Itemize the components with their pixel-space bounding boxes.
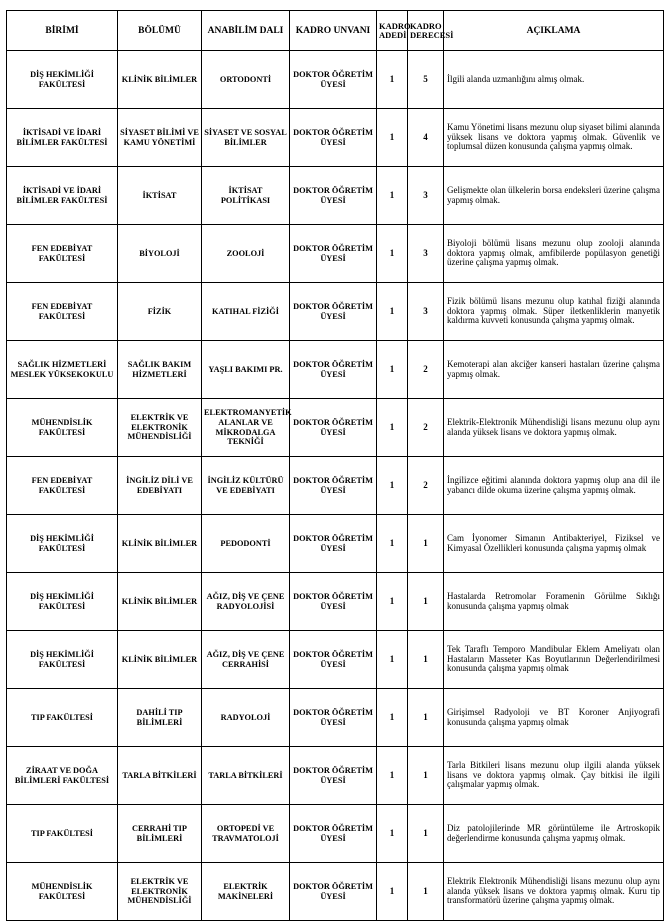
table-row [7, 167, 664, 225]
cell-aciklama: Girişimsel Radyoloji ve BT Koroner Anjiyografi konusunda çalışma yapmış olmak [444, 689, 664, 747]
cell-aciklama: Hastalarda Retromolar Foramenin Görülme Sıklığı konusunda çalışma yapmış olmak [444, 573, 664, 631]
cell-kadro-unvani: DOKTOR ÖĞRETİM ÜYESİ [290, 51, 377, 109]
cell-anabilim-dali: SİYASET VE SOSYAL BİLİMLER [202, 109, 290, 167]
cell-birimi: FEN EDEBİYAT FAKÜLTESİ [7, 457, 118, 515]
cell-birimi: İKTİSADİ VE İDARİ BİLİMLER FAKÜLTESİ [7, 167, 118, 225]
cell-bolumu: BİYOLOJİ [118, 225, 202, 283]
cell-bolumu: İNGİLİZ DİLİ VE EDEBİYATI [118, 457, 202, 515]
cell-kadro-derecesi: 1 [408, 805, 444, 863]
cell-kadro-unvani: DOKTOR ÖĞRETİM ÜYESİ [290, 341, 377, 399]
table-row [7, 399, 664, 457]
cell-kadro-unvani: DOKTOR ÖĞRETİM ÜYESİ [290, 109, 377, 167]
cell-aciklama: Fizik bölümü lisans mezunu olup katıhal fiziği alanında doktora yapmış olmak. Süper iletkenliklerin manyetik kaldırma kuvveti konusunda çalışma yapmış olmak. [444, 283, 664, 341]
cell-bolumu: SİYASET BİLİMİ VE KAMU YÖNETİMİ [118, 109, 202, 167]
cell-aciklama: İlgili alanda uzmanlığını almış olmak. [444, 51, 664, 109]
cell-aciklama: Diz patolojilerinde MR görüntüleme ile Artroskopik değerlendirme konusunda çalışma yapmış olmak. [444, 805, 664, 863]
cell-anabilim-dali: ELEKTRİK MAKİNELERİ [202, 863, 290, 921]
cell-birimi: DİŞ HEKİMLİĞİ FAKÜLTESİ [7, 573, 118, 631]
cell-bolumu: DAHİLİ TIP BİLİMLERİ [118, 689, 202, 747]
cell-kadro-adedi: 1 [377, 399, 408, 457]
cell-anabilim-dali: ORTOPEDİ VE TRAVMATOLOJİ [202, 805, 290, 863]
cell-kadro-derecesi: 2 [408, 341, 444, 399]
cell-kadro-unvani: DOKTOR ÖĞRETİM ÜYESİ [290, 283, 377, 341]
table-row [7, 747, 664, 805]
header-row [7, 11, 664, 51]
header-kadro-unvani: KADRO UNVANI [290, 11, 377, 51]
cell-kadro-adedi: 1 [377, 689, 408, 747]
cell-anabilim-dali: RADYOLOJİ [202, 689, 290, 747]
cell-kadro-adedi: 1 [377, 283, 408, 341]
cell-aciklama: Cam İyonomer Simanın Antibakteriyel, Fiziksel ve Kimyasal Özellikleri konusunda çalışma yapmış olmak [444, 515, 664, 573]
position-table [6, 10, 664, 921]
table-row [7, 863, 664, 921]
cell-kadro-adedi: 1 [377, 109, 408, 167]
document-page [6, 10, 664, 921]
cell-anabilim-dali: ORTODONTİ [202, 51, 290, 109]
cell-aciklama: Tek Taraflı Temporo Mandibular Eklem Ameliyatı olan Hastaların Masseter Kas Boyutlarının Değerlendirilmesi konusunda çalışma yapmış olmak [444, 631, 664, 689]
cell-kadro-derecesi: 4 [408, 109, 444, 167]
table-row [7, 573, 664, 631]
header-kadro-derecesi: KADRO DERECESİ [408, 11, 444, 51]
cell-aciklama: Elektrik-Elektronik Mühendisliği lisans mezunu olup aynı alanda yüksek lisans ve doktora yapmış olmak. [444, 399, 664, 457]
cell-birimi: MÜHENDİSLİK FAKÜLTESİ [7, 399, 118, 457]
cell-kadro-derecesi: 3 [408, 167, 444, 225]
cell-aciklama: Tarla Bitkileri lisans mezunu olup ilgili alanda yüksek lisans ve doktora yapmış olmak. Çay bitkisi ile ilgili çalışmalar yapmış olmak. [444, 747, 664, 805]
cell-bolumu: KLİNİK BİLİMLER [118, 51, 202, 109]
cell-bolumu: KLİNİK BİLİMLER [118, 515, 202, 573]
cell-kadro-adedi: 1 [377, 515, 408, 573]
cell-birimi: DİŞ HEKİMLİĞİ FAKÜLTESİ [7, 631, 118, 689]
cell-kadro-adedi: 1 [377, 341, 408, 399]
table-row [7, 689, 664, 747]
cell-birimi: MÜHENDİSLİK FAKÜLTESİ [7, 863, 118, 921]
cell-bolumu: KLİNİK BİLİMLER [118, 631, 202, 689]
cell-kadro-adedi: 1 [377, 631, 408, 689]
cell-anabilim-dali: AĞIZ, DİŞ VE ÇENE CERRAHİSİ [202, 631, 290, 689]
cell-kadro-unvani: DOKTOR ÖĞRETİM ÜYESİ [290, 399, 377, 457]
cell-anabilim-dali: TARLA BİTKİLERİ [202, 747, 290, 805]
cell-bolumu: İKTİSAT [118, 167, 202, 225]
cell-anabilim-dali: ZOOLOJİ [202, 225, 290, 283]
cell-birimi: SAĞLIK HİZMETLERİ MESLEK YÜKSEKOKULU [7, 341, 118, 399]
cell-birimi: İKTİSADİ VE İDARİ BİLİMLER FAKÜLTESİ [7, 109, 118, 167]
cell-bolumu: SAĞLIK BAKIM HİZMETLERİ [118, 341, 202, 399]
cell-aciklama: İngilizce eğitimi alanında doktora yapmış olup ana dil ile yabancı dilde okuma üzerine çalışma yapmış olmak. [444, 457, 664, 515]
cell-kadro-derecesi: 5 [408, 51, 444, 109]
cell-anabilim-dali: AĞIZ, DİŞ VE ÇENE RADYOLOJİSİ [202, 573, 290, 631]
cell-birimi: TIP FAKÜLTESİ [7, 689, 118, 747]
table-row [7, 283, 664, 341]
cell-kadro-unvani: DOKTOR ÖĞRETİM ÜYESİ [290, 515, 377, 573]
cell-kadro-unvani: DOKTOR ÖĞRETİM ÜYESİ [290, 863, 377, 921]
cell-bolumu: FİZİK [118, 283, 202, 341]
table-row [7, 515, 664, 573]
cell-birimi: DİŞ HEKİMLİĞİ FAKÜLTESİ [7, 51, 118, 109]
cell-birimi: FEN EDEBİYAT FAKÜLTESİ [7, 225, 118, 283]
cell-birimi: ZİRAAT VE DOĞA BİLİMLERİ FAKÜLTESİ [7, 747, 118, 805]
cell-kadro-derecesi: 1 [408, 863, 444, 921]
cell-birimi: DİŞ HEKİMLİĞİ FAKÜLTESİ [7, 515, 118, 573]
cell-kadro-adedi: 1 [377, 51, 408, 109]
table-row [7, 225, 664, 283]
table-row [7, 51, 664, 109]
cell-aciklama: Gelişmekte olan ülkelerin borsa endeksleri üzerine çalışma yapmış olmak. [444, 167, 664, 225]
cell-anabilim-dali: PEDODONTİ [202, 515, 290, 573]
cell-kadro-derecesi: 1 [408, 573, 444, 631]
cell-anabilim-dali: İKTİSAT POLİTİKASI [202, 167, 290, 225]
cell-kadro-derecesi: 1 [408, 747, 444, 805]
table-row [7, 805, 664, 863]
table-row [7, 341, 664, 399]
cell-kadro-derecesi: 2 [408, 457, 444, 515]
cell-kadro-unvani: DOKTOR ÖĞRETİM ÜYESİ [290, 167, 377, 225]
cell-kadro-unvani: DOKTOR ÖĞRETİM ÜYESİ [290, 631, 377, 689]
cell-bolumu: CERRAHİ TIP BİLİMLERİ [118, 805, 202, 863]
cell-kadro-derecesi: 1 [408, 631, 444, 689]
table-row [7, 631, 664, 689]
cell-kadro-adedi: 1 [377, 225, 408, 283]
table-row [7, 457, 664, 515]
cell-kadro-adedi: 1 [377, 457, 408, 515]
cell-anabilim-dali: İNGİLİZ KÜLTÜRÜ VE EDEBİYATI [202, 457, 290, 515]
header-birimi: BİRİMİ [7, 11, 118, 51]
cell-kadro-derecesi: 2 [408, 399, 444, 457]
cell-aciklama: Kamu Yönetimi lisans mezunu olup siyaset bilimi alanında yüksek lisans ve doktora yapmış olmak. Güvenlik ve toplumsal düzen konusunda çalışma yapmış olmak. [444, 109, 664, 167]
cell-anabilim-dali: ELEKTROMANYETİK ALANLAR VE MİKRODALGA TEKNİĞİ [202, 399, 290, 457]
header-kadro-adedi: KADRO ADEDİ [377, 11, 408, 51]
cell-kadro-derecesi: 3 [408, 283, 444, 341]
cell-bolumu: KLİNİK BİLİMLER [118, 573, 202, 631]
cell-birimi: FEN EDEBİYAT FAKÜLTESİ [7, 283, 118, 341]
cell-kadro-adedi: 1 [377, 747, 408, 805]
cell-anabilim-dali: KATIHAL FİZİĞİ [202, 283, 290, 341]
cell-aciklama: Biyoloji bölümü lisans mezunu olup zooloji alanında doktora yapmış olmak, amfibilerde popülasyon genetiği üzerine çalışma yapmış olmak. [444, 225, 664, 283]
cell-kadro-unvani: DOKTOR ÖĞRETİM ÜYESİ [290, 747, 377, 805]
cell-anabilim-dali: YAŞLI BAKIMI PR. [202, 341, 290, 399]
cell-kadro-adedi: 1 [377, 573, 408, 631]
cell-kadro-derecesi: 3 [408, 225, 444, 283]
cell-kadro-unvani: DOKTOR ÖĞRETİM ÜYESİ [290, 225, 377, 283]
cell-bolumu: TARLA BİTKİLERİ [118, 747, 202, 805]
table-row [7, 109, 664, 167]
cell-bolumu: ELEKTRİK VE ELEKTRONİK MÜHENDİSLİĞİ [118, 399, 202, 457]
header-anabilim-dali: ANABİLİM DALI [202, 11, 290, 51]
cell-aciklama: Kemoterapi alan akciğer kanseri hastaları üzerine çalışma yapmış olmak. [444, 341, 664, 399]
cell-aciklama: Elektrik Elektronik Mühendisliği lisans mezunu olup aynı alanda yüksek lisans ve doktora yapmış olmak. Kuru tip transformatörü üzerine çalışma yapmış olmak. [444, 863, 664, 921]
cell-kadro-derecesi: 1 [408, 689, 444, 747]
cell-kadro-unvani: DOKTOR ÖĞRETİM ÜYESİ [290, 805, 377, 863]
cell-kadro-unvani: DOKTOR ÖĞRETİM ÜYESİ [290, 689, 377, 747]
cell-kadro-derecesi: 1 [408, 515, 444, 573]
cell-kadro-adedi: 1 [377, 863, 408, 921]
cell-kadro-adedi: 1 [377, 805, 408, 863]
header-aciklama: AÇIKLAMA [444, 11, 664, 51]
cell-kadro-unvani: DOKTOR ÖĞRETİM ÜYESİ [290, 457, 377, 515]
cell-kadro-adedi: 1 [377, 167, 408, 225]
cell-bolumu: ELEKTRİK VE ELEKTRONİK MÜHENDİSLİĞİ [118, 863, 202, 921]
cell-birimi: TIP FAKÜLTESİ [7, 805, 118, 863]
cell-kadro-unvani: DOKTOR ÖĞRETİM ÜYESİ [290, 573, 377, 631]
header-bolumu: BÖLÜMÜ [118, 11, 202, 51]
